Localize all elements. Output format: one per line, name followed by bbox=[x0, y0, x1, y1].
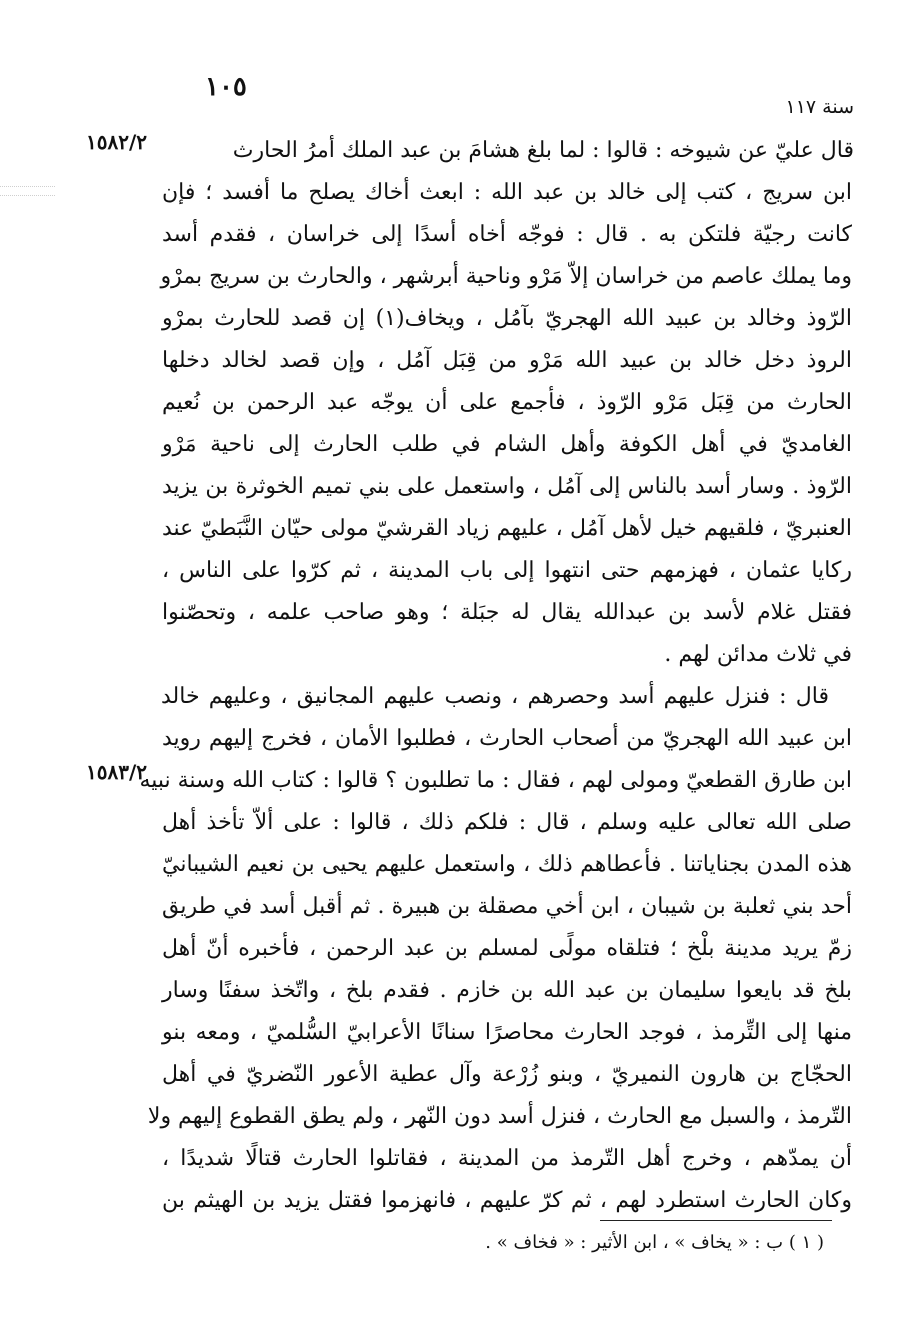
text-line: كانت رجيّة فلتكن به . قال : فوجّه أخاه أسدًا إلى خراسان ، فقدم أسد bbox=[162, 222, 852, 247]
text-line: العنبريّ ، فلقيهم خيل لأهل آمُل ، عليهم زياد القرشيّ مولى حيّان النَّبَطيّ عند bbox=[162, 516, 852, 541]
margin-reference: ١٥٨٣/٢ bbox=[86, 760, 148, 784]
scan-artifact bbox=[0, 195, 55, 196]
footnote: ( ١ ) ب : « يخاف » ، ابن الأثير : « فخاف » . bbox=[485, 1232, 824, 1253]
text-line: في ثلاث مدائن لهم . bbox=[664, 642, 852, 667]
margin-reference: ١٥٨٢/٢ bbox=[86, 130, 148, 154]
scan-artifact bbox=[0, 186, 55, 187]
text-line: فقتل غلام لأسد بن عبدالله يقال له جبَلة ؛ وهو صاحب علمه ، وتحصّنوا bbox=[162, 600, 852, 625]
text-line: قال عليّ عن شيوخه : قالوا : لما بلغ هشامَ بن عبد الملك أمرُ الحارث bbox=[232, 138, 854, 163]
text-line: الغامديّ في أهل الكوفة وأهل الشام في طلب الحارث إلى ناحية مَرْو bbox=[162, 432, 852, 457]
text-line: ابن طارق القطعيّ ومولى لهم ، فقال : ما تطلبون ؟ قالوا : كتاب الله وسنة نبيه bbox=[139, 768, 852, 793]
text-line: ابن عبيد الله الهجريّ من أصحاب الحارث ، فطلبوا الأمان ، فخرج إليهم رويد bbox=[162, 726, 852, 751]
text-line: ركايا عثمان ، فهزمهم حتى انتهوا إلى باب المدينة ، ثم كرّوا على الناس ، bbox=[162, 558, 852, 583]
text-line: وما يملك عاصم من خراسان إلاّ مَرْو وناحية أبرشهر ، والحارث بن سريج بمرْو bbox=[160, 264, 852, 289]
text-line: منها إلى التِّرمذ ، فوجد الحارث محاصرًا سنانًا الأعرابيّ السُّلميّ ، ومعه بنو bbox=[162, 1020, 852, 1045]
text-line: هذه المدن بجناياتنا . فأعطاهم ذلك ، واستعمل عليهم يحيى بن نعيم الشيبانيّ bbox=[162, 852, 852, 877]
text-line: الرّوذ وخالد بن عبيد الله الهجريّ بآمُل ، ويخاف(١) إن قصد للحارث بمرْو bbox=[162, 306, 852, 331]
text-line: أن يمدّهم ، وخرج أهل التّرمذ من المدينة ، فقاتلوا الحارث قتالًا شديدًا ، bbox=[162, 1146, 852, 1171]
text-line: قال : فنزل عليهم أسد وحصرهم ، ونصب عليهم المجانيق ، وعليهم خالد bbox=[161, 684, 829, 709]
text-line: ابن سريج ، كتب إلى خالد بن عبد الله : ابعث أخاك يصلح ما أفسد ؛ فإن bbox=[162, 180, 852, 205]
text-line: الرّوذ . وسار أسد بالناس إلى آمُل ، واستعمل على بني تميم الخوثرة بن يزيد bbox=[162, 474, 852, 499]
text-line: الحارث من قِبَل مَرْو الرّوذ ، فأجمع على أن يوجّه عبد الرحمن بن نُعيم bbox=[162, 390, 852, 415]
text-line: أحد بني ثعلبة بن شيبان ، ابن أخي مصقلة بن هبيرة . ثم أقبل أسد في طريق bbox=[162, 894, 852, 919]
text-line: الحجّاج بن هارون النميريّ ، وبنو زُرْعة وآل عطية الأعور النّضريّ في أهل bbox=[162, 1062, 852, 1087]
footnote-divider bbox=[600, 1220, 832, 1221]
text-line: بلخ قد بايعوا سليمان بن عبد الله بن خازم . فقدم بلخ ، واتّخذ سفنًا وسار bbox=[162, 978, 852, 1003]
text-line: زمّ يريد مدينة بلْخ ؛ فتلقاه مولًى لمسلم بن عبد الرحمن ، فأخبره أنّ أهل bbox=[162, 936, 852, 961]
text-line: الروذ دخل خالد بن عبيد الله مَرْو من قِبَل آمُل ، وإن قصد لخالد دخلها bbox=[162, 348, 852, 373]
text-line: التّرمذ ، والسبل مع الحارث ، فنزل أسد دون النّهر ، ولم يطق القطوع إليهم ولا bbox=[147, 1104, 852, 1129]
running-header-year: سنة ١١٧ bbox=[785, 96, 854, 118]
page-number: ١٠٥ bbox=[205, 72, 247, 102]
text-line: وكان الحارث استطرد لهم ، ثم كرّ عليهم ، فانهزموا فقتل يزيد بن الهيثم بن bbox=[162, 1188, 852, 1213]
text-line: صلى الله تعالى عليه وسلم ، قال : فلكم ذلك ، قالوا : على ألاّ تأخذ أهل bbox=[162, 810, 852, 835]
